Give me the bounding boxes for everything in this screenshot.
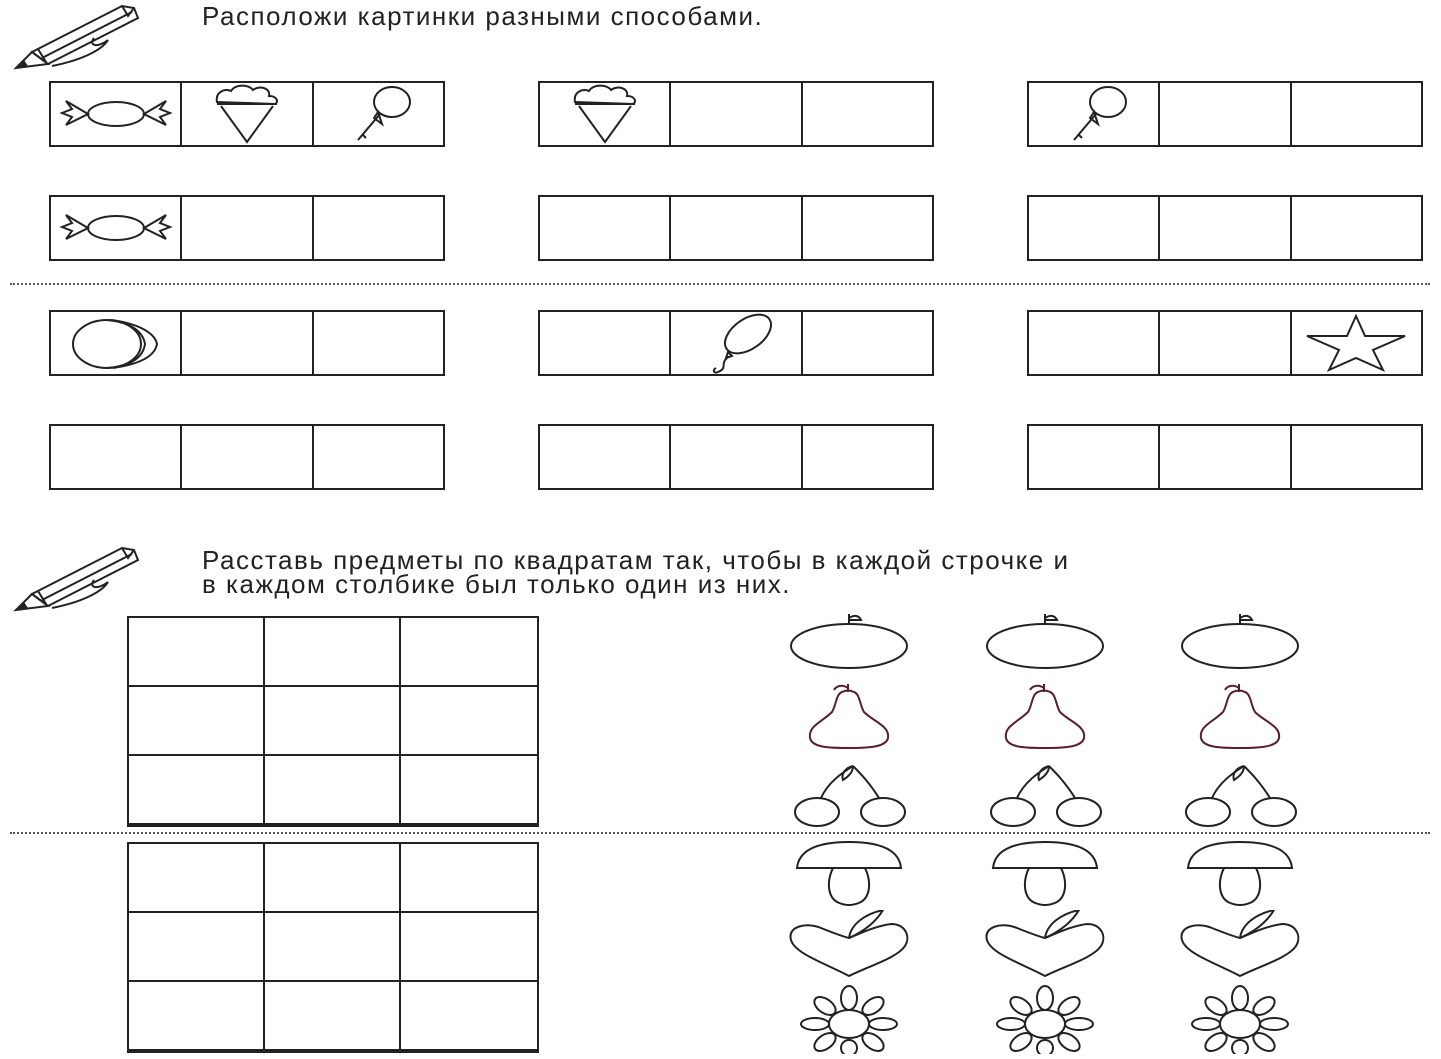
strip-cell[interactable] [314,426,443,488]
strip-cell[interactable] [1292,426,1421,488]
pear-icon [802,682,896,755]
strip-cell[interactable] [671,312,802,374]
ice-cream-icon [565,82,645,146]
grid-cell[interactable] [401,618,537,687]
ice-cream-icon [207,82,287,146]
strip-cell[interactable] [671,197,802,259]
candy-icon [56,203,176,253]
grid-cell[interactable] [401,756,537,825]
arrangement-strip [49,310,445,376]
mushroom-icon [791,840,907,911]
sudoku-grid[interactable] [127,842,539,1053]
task2-instruction-line2: в каждом столбике был только один из них. [202,569,791,599]
flower-icon [1178,984,1302,1059]
strip-cell[interactable] [803,312,932,374]
strip-cell[interactable] [182,426,313,488]
cherry-icon [983,764,1107,833]
cherry-icon [787,764,911,833]
grid-cell[interactable] [265,844,401,913]
strip-cell[interactable] [314,312,443,374]
arrangement-strip [538,195,934,261]
grid-cell[interactable] [129,618,265,687]
grid-cell[interactable] [129,913,265,982]
strip-cell[interactable] [540,83,671,145]
strip-cell[interactable] [803,83,932,145]
strip-cell[interactable] [540,197,671,259]
strip-cell[interactable] [1160,312,1291,374]
grid-cell[interactable] [265,618,401,687]
leaf-apple-icon [983,910,1107,985]
arrangement-strip [49,424,445,490]
strip-cell[interactable] [314,197,443,259]
apple-icon [787,612,911,677]
strip-cell[interactable] [182,312,313,374]
sudoku-grid[interactable] [127,616,539,827]
flower-icon [787,984,911,1059]
cherry-icon [1178,764,1302,833]
strip-cell[interactable] [1160,197,1291,259]
star-icon [1301,312,1411,374]
pencil-icon [12,542,157,614]
strip-cell[interactable] [51,426,182,488]
leaf-apple-icon [1178,910,1302,985]
grid-cell[interactable] [401,687,537,756]
grid-cell[interactable] [129,844,265,913]
grid-cell[interactable] [265,982,401,1051]
apple-icon [1178,612,1302,677]
mushroom-icon [1182,840,1298,911]
strip-cell[interactable] [182,197,313,259]
apple-icon [983,612,1107,677]
candy-icon [56,89,176,139]
strip-cell[interactable] [803,197,932,259]
grid-cell[interactable] [129,982,265,1051]
arrangement-strip [538,310,934,376]
arrangement-strip [49,81,445,147]
grid-cell[interactable] [265,756,401,825]
task2-instruction-line1: Расставь предметы по квадратам так, чтобы в каждой строчке и [202,545,1070,575]
grid-cell[interactable] [265,913,401,982]
mushroom-icon [987,840,1103,911]
strip-cell[interactable] [1029,197,1160,259]
grid-cell[interactable] [129,756,265,825]
leaf-apple-icon [787,910,911,985]
flower-icon [983,984,1107,1059]
arrangement-strip [1027,195,1423,261]
lollipop-icon [1054,82,1134,146]
grid-cell[interactable] [401,844,537,913]
strip-cell[interactable] [314,83,443,145]
lollipop-icon [338,82,418,146]
strip-cell[interactable] [540,426,671,488]
grid-cell[interactable] [401,982,537,1051]
task1-instruction: Расположи картинки разными способами. [202,1,764,31]
pencil-icon [12,0,157,72]
grid-cell[interactable] [129,687,265,756]
strip-cell[interactable] [1292,83,1421,145]
arrangement-strip [538,81,934,147]
pear-icon [998,682,1092,755]
strip-cell[interactable] [671,83,802,145]
pear-icon [1193,682,1287,755]
strip-cell[interactable] [1029,83,1160,145]
separator [10,283,1430,285]
arrangement-strip [538,424,934,490]
balloon-icon [686,312,786,374]
arrangement-strip [49,195,445,261]
strip-cell[interactable] [803,426,932,488]
strip-cell[interactable] [1292,197,1421,259]
grid-cell[interactable] [265,687,401,756]
arrangement-strip [1027,81,1423,147]
strip-cell[interactable] [51,312,182,374]
strip-cell[interactable] [1292,312,1421,374]
strip-cell[interactable] [1029,312,1160,374]
strip-cell[interactable] [51,83,182,145]
ball-icon [61,314,171,372]
arrangement-strip [1027,310,1423,376]
strip-cell[interactable] [1160,83,1291,145]
strip-cell[interactable] [1160,426,1291,488]
strip-cell[interactable] [51,197,182,259]
strip-cell[interactable] [1029,426,1160,488]
strip-cell[interactable] [540,312,671,374]
arrangement-strip [1027,424,1423,490]
grid-cell[interactable] [401,913,537,982]
strip-cell[interactable] [671,426,802,488]
strip-cell[interactable] [182,83,313,145]
